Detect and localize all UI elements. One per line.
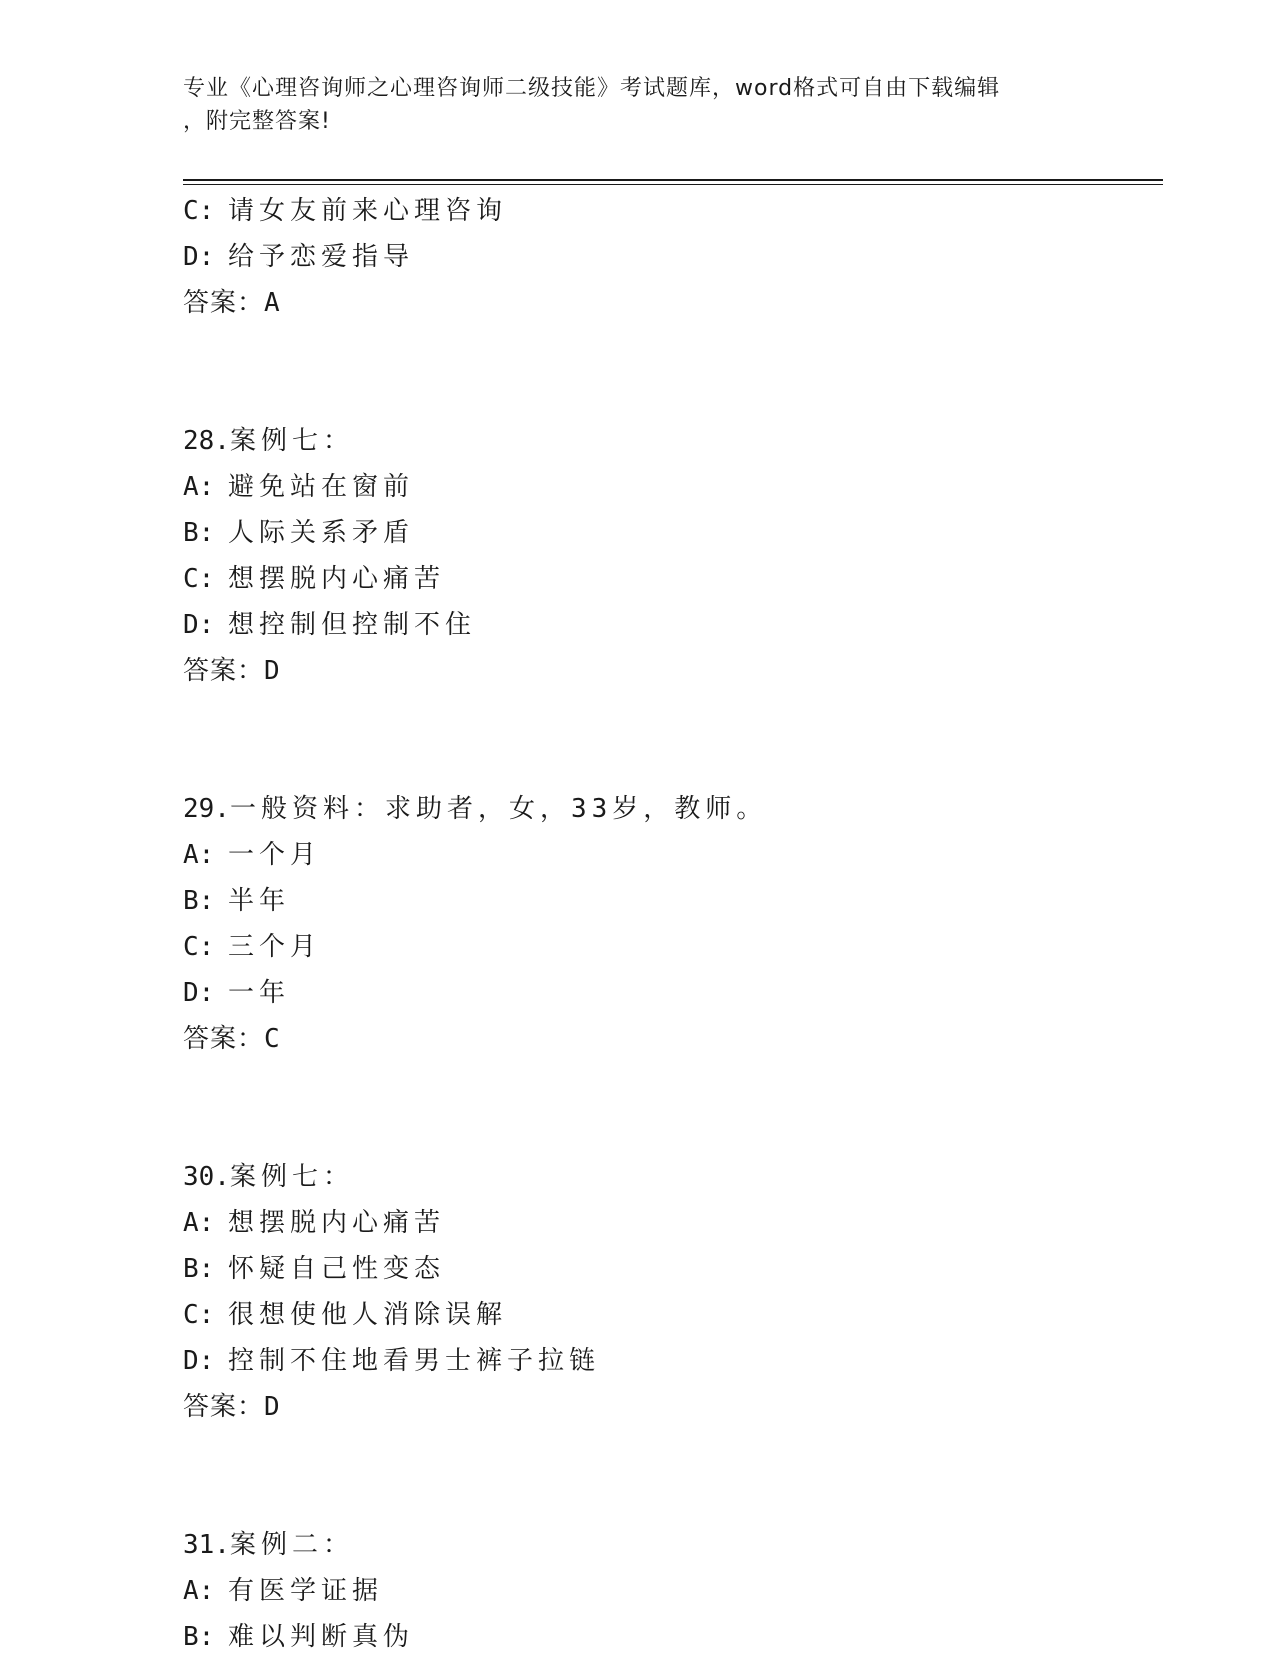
option-c [183,1292,1163,1338]
option-a [183,1568,1163,1614]
question-number: 31. [183,1530,230,1560]
question-text: 案例七： [229,426,354,456]
option-text: 半年 [228,886,291,916]
option-letter: D: [183,610,215,640]
option-c [183,556,1163,602]
option-text: 想摆脱内心痛苦 [228,1208,446,1238]
option-letter: B: [183,886,215,916]
option-text: 有医学证据 [228,1576,384,1606]
option-letter: A: [183,1208,215,1238]
document-header [183,72,1083,138]
option-text: 想控制但控制不住 [228,610,477,640]
question-stem [183,1522,1163,1568]
option-text: 避免站在窗前 [228,472,415,502]
option-d [183,234,1163,280]
answer-value: A [264,288,281,318]
option-text: 怀疑自己性变态 [228,1254,446,1284]
option-a [183,1200,1163,1246]
option-d [183,970,1163,1016]
answer-label: 答案： [183,1024,265,1054]
answer-line [183,1384,1163,1430]
option-b [183,510,1163,556]
option-b [183,1246,1163,1292]
option-letter: D: [183,978,215,1008]
option-d [183,602,1163,648]
option-letter: B: [183,1254,215,1284]
option-text: 请女友前来心理咨询 [228,196,508,226]
option-text: 一年 [228,978,291,1008]
option-b [183,1614,1163,1660]
answer-line [183,648,1163,694]
option-letter: C: [183,932,215,962]
answer-label: 答案： [183,1392,265,1422]
option-a [183,832,1163,878]
answer-value: C [264,1024,281,1054]
option-a [183,464,1163,510]
question-stem [183,1154,1163,1200]
header-divider-thick [183,179,1163,181]
option-letter: B: [183,518,215,548]
option-letter: A: [183,472,215,502]
option-text: 想摆脱内心痛苦 [228,564,446,594]
answer-value: D [264,1392,281,1422]
question-number: 29. [183,794,230,824]
option-b [183,878,1163,924]
option-letter: A: [183,840,215,870]
answer-line [183,1016,1163,1062]
question-list [183,188,1163,1660]
option-text: 难以判断真伪 [228,1622,415,1652]
option-text: 控制不住地看男士裤子拉链 [228,1346,601,1376]
question-text: 案例二： [229,1530,354,1560]
question-stem [183,418,1163,464]
option-text: 给予恋爱指导 [228,242,415,272]
option-letter: B: [183,1622,215,1652]
option-d [183,1338,1163,1384]
answer-label: 答案： [183,656,265,686]
header-line-2: ，附完整答案! [183,109,331,134]
header-divider-thin [183,184,1163,185]
option-letter: D: [183,1346,215,1376]
option-letter: A: [183,1576,215,1606]
option-text: 人际关系矛盾 [228,518,415,548]
answer-line [183,280,1163,326]
option-text: 三个月 [228,932,322,962]
question-number: 28. [183,426,230,456]
question-stem [183,786,1163,832]
question-number: 30. [183,1162,230,1192]
answer-value: D [264,656,281,686]
option-text: 很想使他人消除误解 [228,1300,508,1330]
option-c [183,188,1163,234]
option-letter: C: [183,1300,215,1330]
header-line-1: 专业《心理咨询师之心理咨询师二级技能》考试题库，word格式可自由下载编辑 [183,76,1001,101]
option-letter: C: [183,196,215,226]
option-letter: C: [183,564,215,594]
question-text: 案例七： [229,1162,354,1192]
answer-label: 答案： [183,288,265,318]
option-c [183,924,1163,970]
option-letter: D: [183,242,215,272]
question-text: 一般资料：求助者，女，33岁，教师。 [229,794,768,824]
option-text: 一个月 [228,840,322,870]
